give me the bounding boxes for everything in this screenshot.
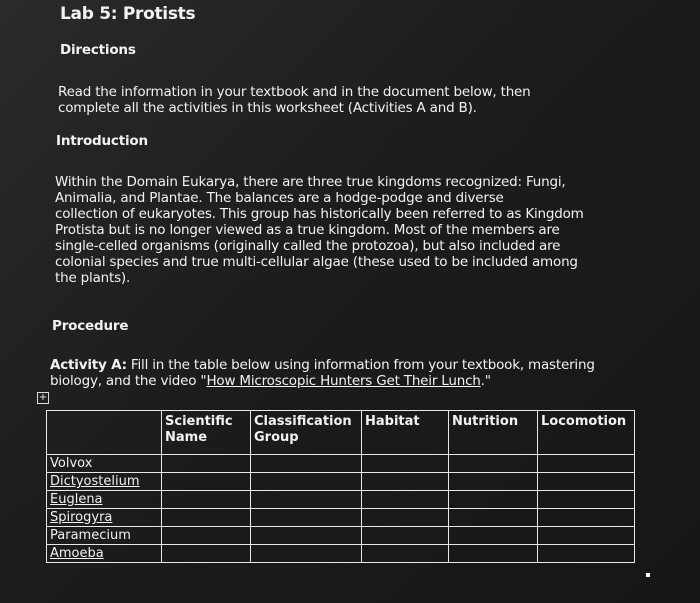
table-cell[interactable] xyxy=(162,509,251,527)
procedure-heading: Procedure xyxy=(52,318,129,334)
table-cell[interactable] xyxy=(162,455,251,473)
table-cell[interactable] xyxy=(362,455,449,473)
table-cell[interactable] xyxy=(538,509,635,527)
video-link[interactable]: How Microscopic Hunters Get Their Lunch xyxy=(206,373,481,389)
header-cell-blank xyxy=(47,411,162,455)
organism-name: Volvox xyxy=(47,455,162,473)
table-cell[interactable] xyxy=(251,473,362,491)
table-header-row xyxy=(47,411,635,455)
introduction-text xyxy=(55,174,584,286)
intro-line: colonial species and true multi-cellular algae (these used to be included among xyxy=(55,254,578,270)
activity-a-line2-pre: biology, and the video " xyxy=(50,373,207,389)
table-cell[interactable] xyxy=(538,491,635,509)
table-row xyxy=(47,491,635,509)
table-cell[interactable] xyxy=(251,491,362,509)
table-cell[interactable] xyxy=(162,473,251,491)
table-cell[interactable] xyxy=(251,545,362,563)
table-cell[interactable] xyxy=(162,545,251,563)
table-row xyxy=(47,455,635,473)
intro-line: Animalia, and Plantae. The balances are a hodge-podge and diverse xyxy=(55,190,504,206)
table-cell[interactable] xyxy=(362,527,449,545)
table-cell[interactable] xyxy=(251,527,362,545)
activity-a-line1: Fill in the table below using information from your textbook, mastering xyxy=(126,357,595,373)
header-scientific-name: Scientific Name xyxy=(162,411,251,455)
table-row xyxy=(47,473,635,491)
table-cell[interactable] xyxy=(449,455,538,473)
table-cell[interactable] xyxy=(362,491,449,509)
table-cell[interactable] xyxy=(449,545,538,563)
table-row xyxy=(47,545,635,563)
table-cell[interactable] xyxy=(162,527,251,545)
activity-a-line2-post: ." xyxy=(480,373,491,389)
introduction-heading: Introduction xyxy=(56,133,148,149)
table-resize-handle[interactable] xyxy=(646,573,650,577)
activity-a-text xyxy=(50,357,595,389)
activity-a-label: Activity A: xyxy=(50,357,127,373)
intro-line: Within the Domain Eukarya, there are three true kingdoms recognized: Fungi, xyxy=(55,174,566,190)
directions-line: complete all the activities in this worksheet (Activities A and B). xyxy=(58,100,477,116)
organism-name: Amoeba xyxy=(47,545,162,563)
table-cell[interactable] xyxy=(449,527,538,545)
table-cell[interactable] xyxy=(362,473,449,491)
table-cell[interactable] xyxy=(362,509,449,527)
table-cell[interactable] xyxy=(538,455,635,473)
table-row xyxy=(47,527,635,545)
intro-line: collection of eukaryotes. This group has historically been referred to as Kingdom xyxy=(55,206,584,222)
table-cell[interactable] xyxy=(162,491,251,509)
organism-name: Paramecium xyxy=(47,527,162,545)
table-move-handle-icon[interactable]: + xyxy=(38,392,48,403)
page-title: Lab 5: Protists xyxy=(60,4,196,24)
table-cell[interactable] xyxy=(449,473,538,491)
table-cell[interactable] xyxy=(538,527,635,545)
header-classification-group: Classification Group xyxy=(251,411,362,455)
organism-name: Euglena xyxy=(47,491,162,509)
header-locomotion: Locomotion xyxy=(538,411,635,455)
table-cell[interactable] xyxy=(251,509,362,527)
table-cell[interactable] xyxy=(449,509,538,527)
table-cell[interactable] xyxy=(538,473,635,491)
table-cell[interactable] xyxy=(449,491,538,509)
header-nutrition: Nutrition xyxy=(449,411,538,455)
table-cell[interactable] xyxy=(251,455,362,473)
table-cell[interactable] xyxy=(362,545,449,563)
organism-name: Dictyostelium xyxy=(47,473,162,491)
directions-heading: Directions xyxy=(60,42,136,58)
directions-line: Read the information in your textbook and in the document below, then xyxy=(58,84,531,100)
intro-line: the plants). xyxy=(55,270,131,286)
protist-table xyxy=(46,410,635,563)
header-habitat: Habitat xyxy=(362,411,449,455)
table-row xyxy=(47,509,635,527)
intro-line: single-celled organisms (originally called the protozoa), but also included are xyxy=(55,238,561,254)
intro-line: Protista but is no longer viewed as a true kingdom. Most of the members are xyxy=(55,222,560,238)
directions-text xyxy=(58,84,531,116)
organism-name: Spirogyra xyxy=(47,509,162,527)
table-cell[interactable] xyxy=(538,545,635,563)
